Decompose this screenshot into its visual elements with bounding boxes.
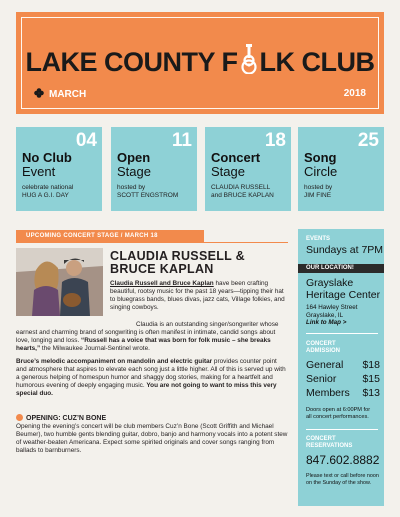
price-value: $15 — [362, 373, 380, 385]
headline-line2: BRUCE KAPLAN — [110, 262, 214, 276]
price-label: General — [306, 359, 344, 371]
guitar-icon — [238, 44, 260, 74]
event-title-line2: Circle — [304, 164, 338, 179]
res-note-line2: on the Sunday of the show. — [306, 480, 372, 486]
flower-icon — [34, 88, 44, 98]
event-date: 04 — [75, 130, 97, 151]
event-card-11 — [111, 127, 197, 211]
venue-name — [306, 277, 380, 301]
performers-photo — [16, 248, 103, 316]
reservations-label — [306, 436, 352, 450]
event-title-line1: Song — [304, 150, 337, 165]
events-time: Sundays at 7PM — [306, 244, 384, 256]
venue-line1: Grayslake — [306, 277, 354, 289]
event-subtitle — [211, 184, 274, 200]
event-date: 18 — [264, 130, 286, 151]
price-row-senior — [306, 373, 380, 385]
reservations-label-line1: CONCERT — [306, 436, 336, 442]
opening-act-heading — [16, 414, 106, 422]
event-date: 25 — [357, 130, 379, 151]
doors-line2: all concert performances. — [306, 414, 369, 420]
address-line1: 164 Hawley Street — [306, 304, 358, 311]
event-sub1: celebrate national — [22, 184, 74, 191]
bruce-text: provides counter point and atmosphere that aspires to elevate each song just a little higher. All of this is served up with a generous helping of homespun humor and shaggy dog stories, making for a heartfelt and humorous evening of deeply engaging music. — [16, 358, 286, 389]
venue-line2: Heritage Center — [306, 289, 381, 301]
price-row-members — [306, 387, 380, 399]
sidebar-divider — [306, 333, 378, 334]
admission-label-line1: CONCERT — [306, 341, 336, 347]
bruce-closing: You are not going to want to miss this very special duo. — [16, 382, 277, 397]
admission-label — [306, 341, 340, 355]
intro-paragraph — [110, 280, 286, 312]
section-divider — [16, 242, 288, 243]
price-label: Members — [306, 387, 350, 399]
event-sub2: and BRUCE KAPLAN — [211, 192, 274, 199]
sidebar-divider — [306, 429, 378, 430]
intro-text: have been crafting beautiful, rootsy music for the past 18 years—tipping their hat to bluegrass bands, blues divas, jazz cats, Village folkies, and singing cowboys. — [110, 280, 285, 311]
venue-address — [306, 304, 357, 327]
event-title-line1: Concert — [211, 150, 261, 165]
event-subtitle — [117, 184, 178, 200]
opening-act-paragraph: Opening the evening’s concert will be club members Cuz’n Bone (Scott Griffith and Michael Beumer), two humble gents blending guitar, dobro, banjo and harmony vocals into a potent stew of weather-beaten Americana. Expect some spirited originals and cover songs ranging from ballads to barnburners. — [16, 423, 288, 454]
price-label: Senior — [306, 373, 337, 385]
event-date: 11 — [171, 130, 192, 151]
claudia-text: Claudia is an outstanding singer/songwriter whose earnest and charming brand of songwriting is often manifest in intimate, candid songs about love, longing and loss. — [16, 321, 279, 344]
event-sub2: JIM FINE — [304, 192, 332, 199]
address-line2: Grayslake, IL — [306, 311, 344, 319]
res-note-line1: Please text or call before noon — [306, 473, 379, 479]
events-label: EVENTS — [306, 236, 331, 242]
masthead — [16, 12, 384, 114]
price-value: $18 — [362, 359, 380, 371]
reservations-note — [306, 473, 379, 487]
price-value: $13 — [362, 387, 380, 399]
doors-line1: Doors open at 6:00PM for — [306, 407, 371, 413]
map-link[interactable]: Link to Map > — [306, 319, 347, 326]
event-sub1: hosted by — [304, 184, 333, 191]
masthead-border — [21, 17, 379, 109]
issue-line — [34, 88, 366, 100]
section-tab: UPCOMING CONCERT STAGE / MARCH 18 — [16, 230, 204, 242]
price-row-general — [306, 359, 380, 371]
event-subtitle — [22, 184, 73, 200]
reservations-label-line2: RESERVATIONS — [306, 443, 353, 449]
info-sidebar — [298, 229, 384, 506]
event-card-18 — [205, 127, 291, 211]
event-sub2: HUG A G.I. DAY — [22, 192, 69, 199]
bullet-icon — [16, 414, 23, 421]
club-title — [22, 44, 378, 78]
event-title-line1: No Club — [22, 150, 72, 165]
opening-act-title: OPENING: CUZ’N BONE — [26, 415, 107, 422]
performer-names-link[interactable]: Claudia Russell and Bruce Kaplan — [110, 280, 214, 287]
claudia-paragraph — [16, 321, 288, 353]
event-sub1: hosted by — [117, 184, 146, 191]
admission-label-line2: ADMISSION — [306, 348, 341, 354]
headline-line1: CLAUDIA RUSSELL & — [110, 249, 245, 263]
issue-month: MARCH — [49, 89, 87, 100]
event-title-line2: Stage — [211, 164, 245, 179]
event-title-line1: Open — [117, 150, 151, 165]
event-card-04 — [16, 127, 102, 211]
event-title-line2: Stage — [117, 164, 151, 179]
press-quote: “Russell has a voice that was born for folk music – she breaks hearts,” — [16, 337, 271, 352]
issue-year: 2018 — [343, 88, 366, 99]
event-sub2: SCOTT ENGSTROM — [117, 192, 179, 199]
event-card-25 — [298, 127, 384, 211]
bruce-lead: Bruce’s melodic accompaniment on mandolin and electric guitar — [16, 358, 213, 365]
event-subtitle — [304, 184, 332, 200]
event-title-line2: Event — [22, 164, 56, 179]
phone-number[interactable]: 847.602.8882 — [306, 453, 380, 467]
title-right: LK CLUB — [259, 47, 375, 77]
doors-note — [306, 407, 370, 421]
title-left: LAKE COUNTY F — [25, 47, 238, 77]
event-sub1: CLAUDIA RUSSELL — [211, 184, 271, 191]
bruce-paragraph — [16, 358, 288, 398]
quote-source: the Milwaukee Journal-Sentinel wrote. — [40, 345, 150, 352]
location-bar: OUR LOCATION! — [298, 264, 384, 273]
article-headline — [110, 250, 245, 276]
